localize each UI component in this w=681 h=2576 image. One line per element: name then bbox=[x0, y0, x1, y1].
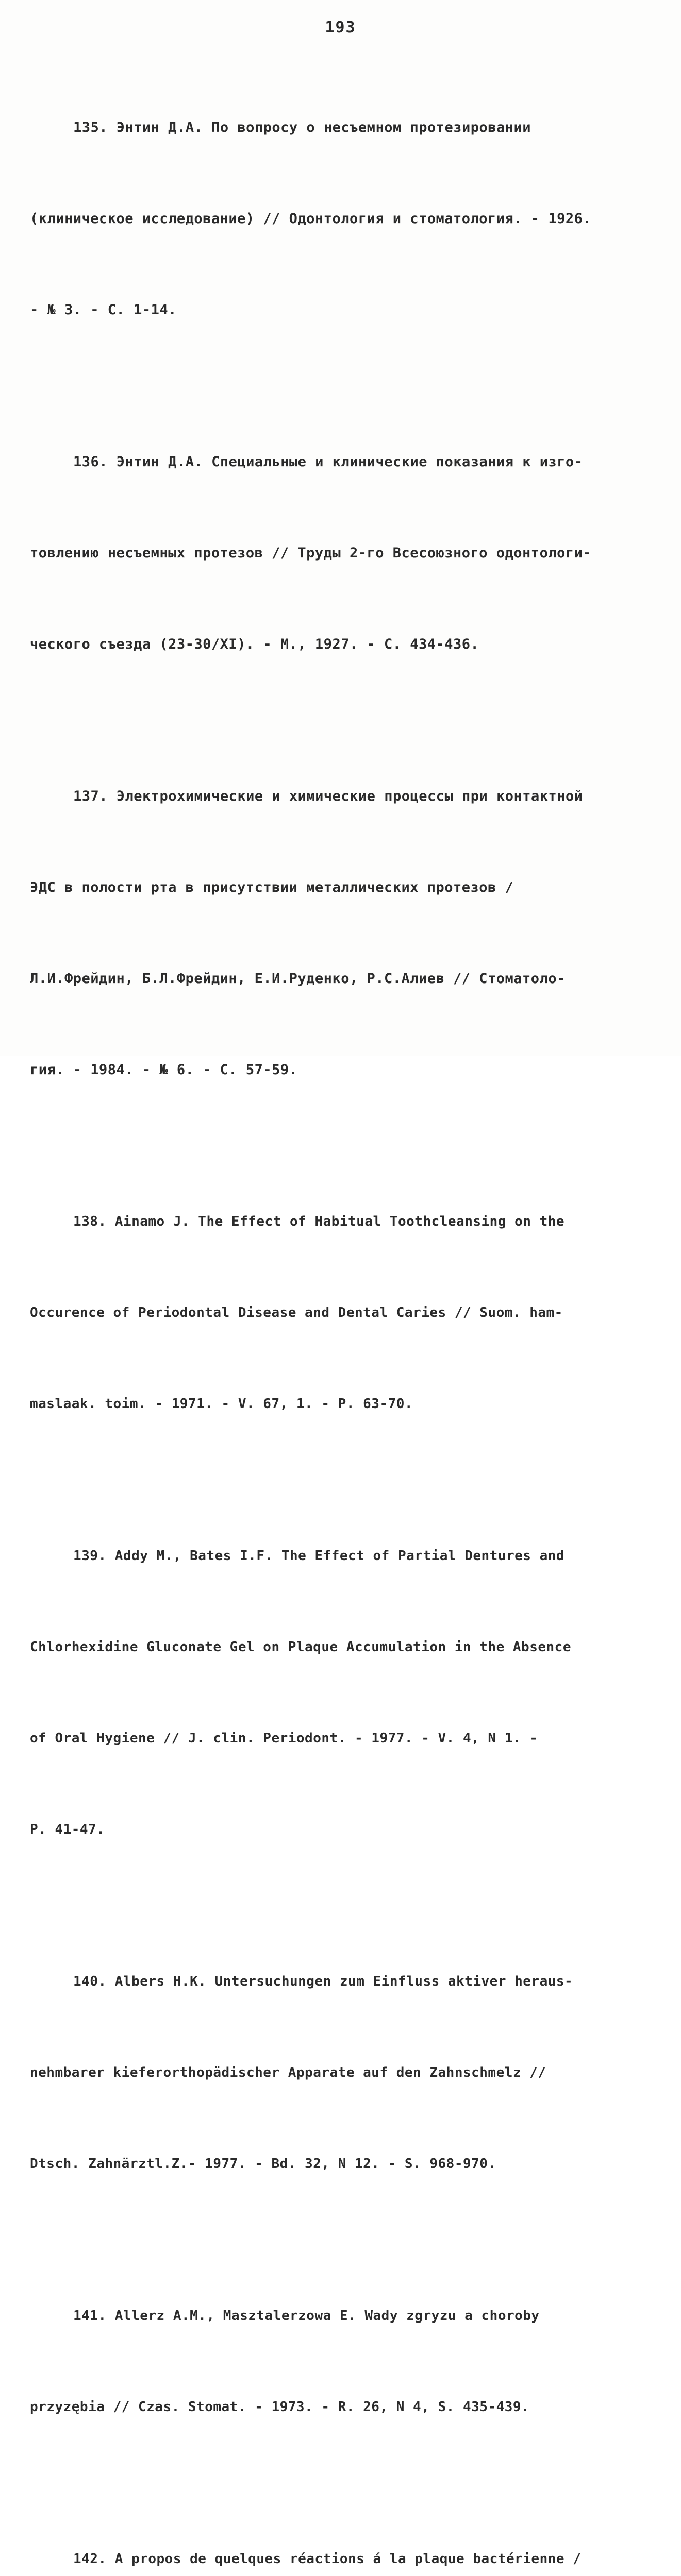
reference-line: 141. Allerz A.M., Masztalerzowa E. Wady zgryzu a choroby bbox=[73, 2308, 540, 2324]
reference-line: 135. Энтин Д.А. По вопросу о несъемном протезировании bbox=[73, 120, 531, 135]
reference-line: maslaak. toim. - 1971. - V. 67, 1. - P. 63-70. bbox=[30, 1396, 413, 1412]
reference-line: 138. Ainamo J. The Effect of Habitual Toothcleansing on the bbox=[73, 1214, 565, 1229]
reference-line: Dtsch. Zahnärztl.Z.- 1977. - Bd. 32, N 12. - S. 968-970. bbox=[30, 2156, 496, 2172]
reference-line: 136. Энтин Д.А. Специальные и клинические показания к изго- bbox=[73, 454, 583, 470]
reference-line: 139. Addy M., Bates I.F. The Effect of Partial Dentures and bbox=[73, 1548, 565, 1564]
reference-entry-138 bbox=[30, 1146, 649, 1480]
reference-line: Л.И.Фрейдин, Б.Л.Фрейдин, Е.И.Руденко, Р.С.Алиев // Стоматоло- bbox=[30, 971, 566, 987]
reference-line: 137. Электрохимические и химические процессы при контактной bbox=[73, 788, 583, 804]
reference-line: гия. - 1984. - № 6. - С. 57-59. bbox=[30, 1062, 298, 1078]
reference-entry-141 bbox=[30, 2240, 649, 2483]
reference-entry-135 bbox=[30, 52, 649, 386]
reference-entry-139 bbox=[30, 1480, 649, 1906]
reference-line: Chlorhexidine Gluconate Gel on Plaque Accumulation in the Absence bbox=[30, 1639, 571, 1655]
reference-line: 142. A propos de quelques réactions á la plaque bactérienne / bbox=[73, 2551, 582, 2567]
reference-line: of Oral Hygiene // J. clin. Periodont. - 1977. - V. 4, N 1. - bbox=[30, 1731, 538, 1746]
reference-entry-137 bbox=[30, 720, 649, 1146]
reference-entry-140 bbox=[30, 1906, 649, 2240]
page-number: 193 bbox=[325, 19, 356, 37]
reference-line: Occurence of Periodontal Disease and Dental Caries // Suom. ham- bbox=[30, 1305, 563, 1320]
reference-entry-136 bbox=[30, 386, 649, 720]
reference-line: nehmbarer kieferorthopädischer Apparate auf den Zahnschmelz // bbox=[30, 2065, 546, 2080]
reference-line: - № 3. - С. 1-14. bbox=[30, 302, 177, 318]
reference-line: ЭДС в полости рта в присутствии металлических протезов / bbox=[30, 879, 514, 895]
reference-entry-142 bbox=[30, 2483, 649, 2576]
reference-line: P. 41-47. bbox=[30, 1822, 105, 1837]
reference-line: (клиническое исследование) // Одонтология и стоматология. - 1926. bbox=[30, 211, 592, 227]
reference-line: 140. Albers H.K. Untersuchungen zum Einfluss aktiver heraus- bbox=[73, 1974, 573, 1989]
reference-line: przyzębia // Czas. Stomat. - 1973. - R. 26, N 4, S. 435-439. bbox=[30, 2399, 530, 2415]
reference-line: ческого съезда (23-30/XI). - М., 1927. - С. 434-436. bbox=[30, 636, 479, 652]
reference-list bbox=[30, 52, 649, 2576]
reference-line: товлению несъемных протезов // Труды 2-го Всесоюзного одонтологи- bbox=[30, 545, 592, 561]
